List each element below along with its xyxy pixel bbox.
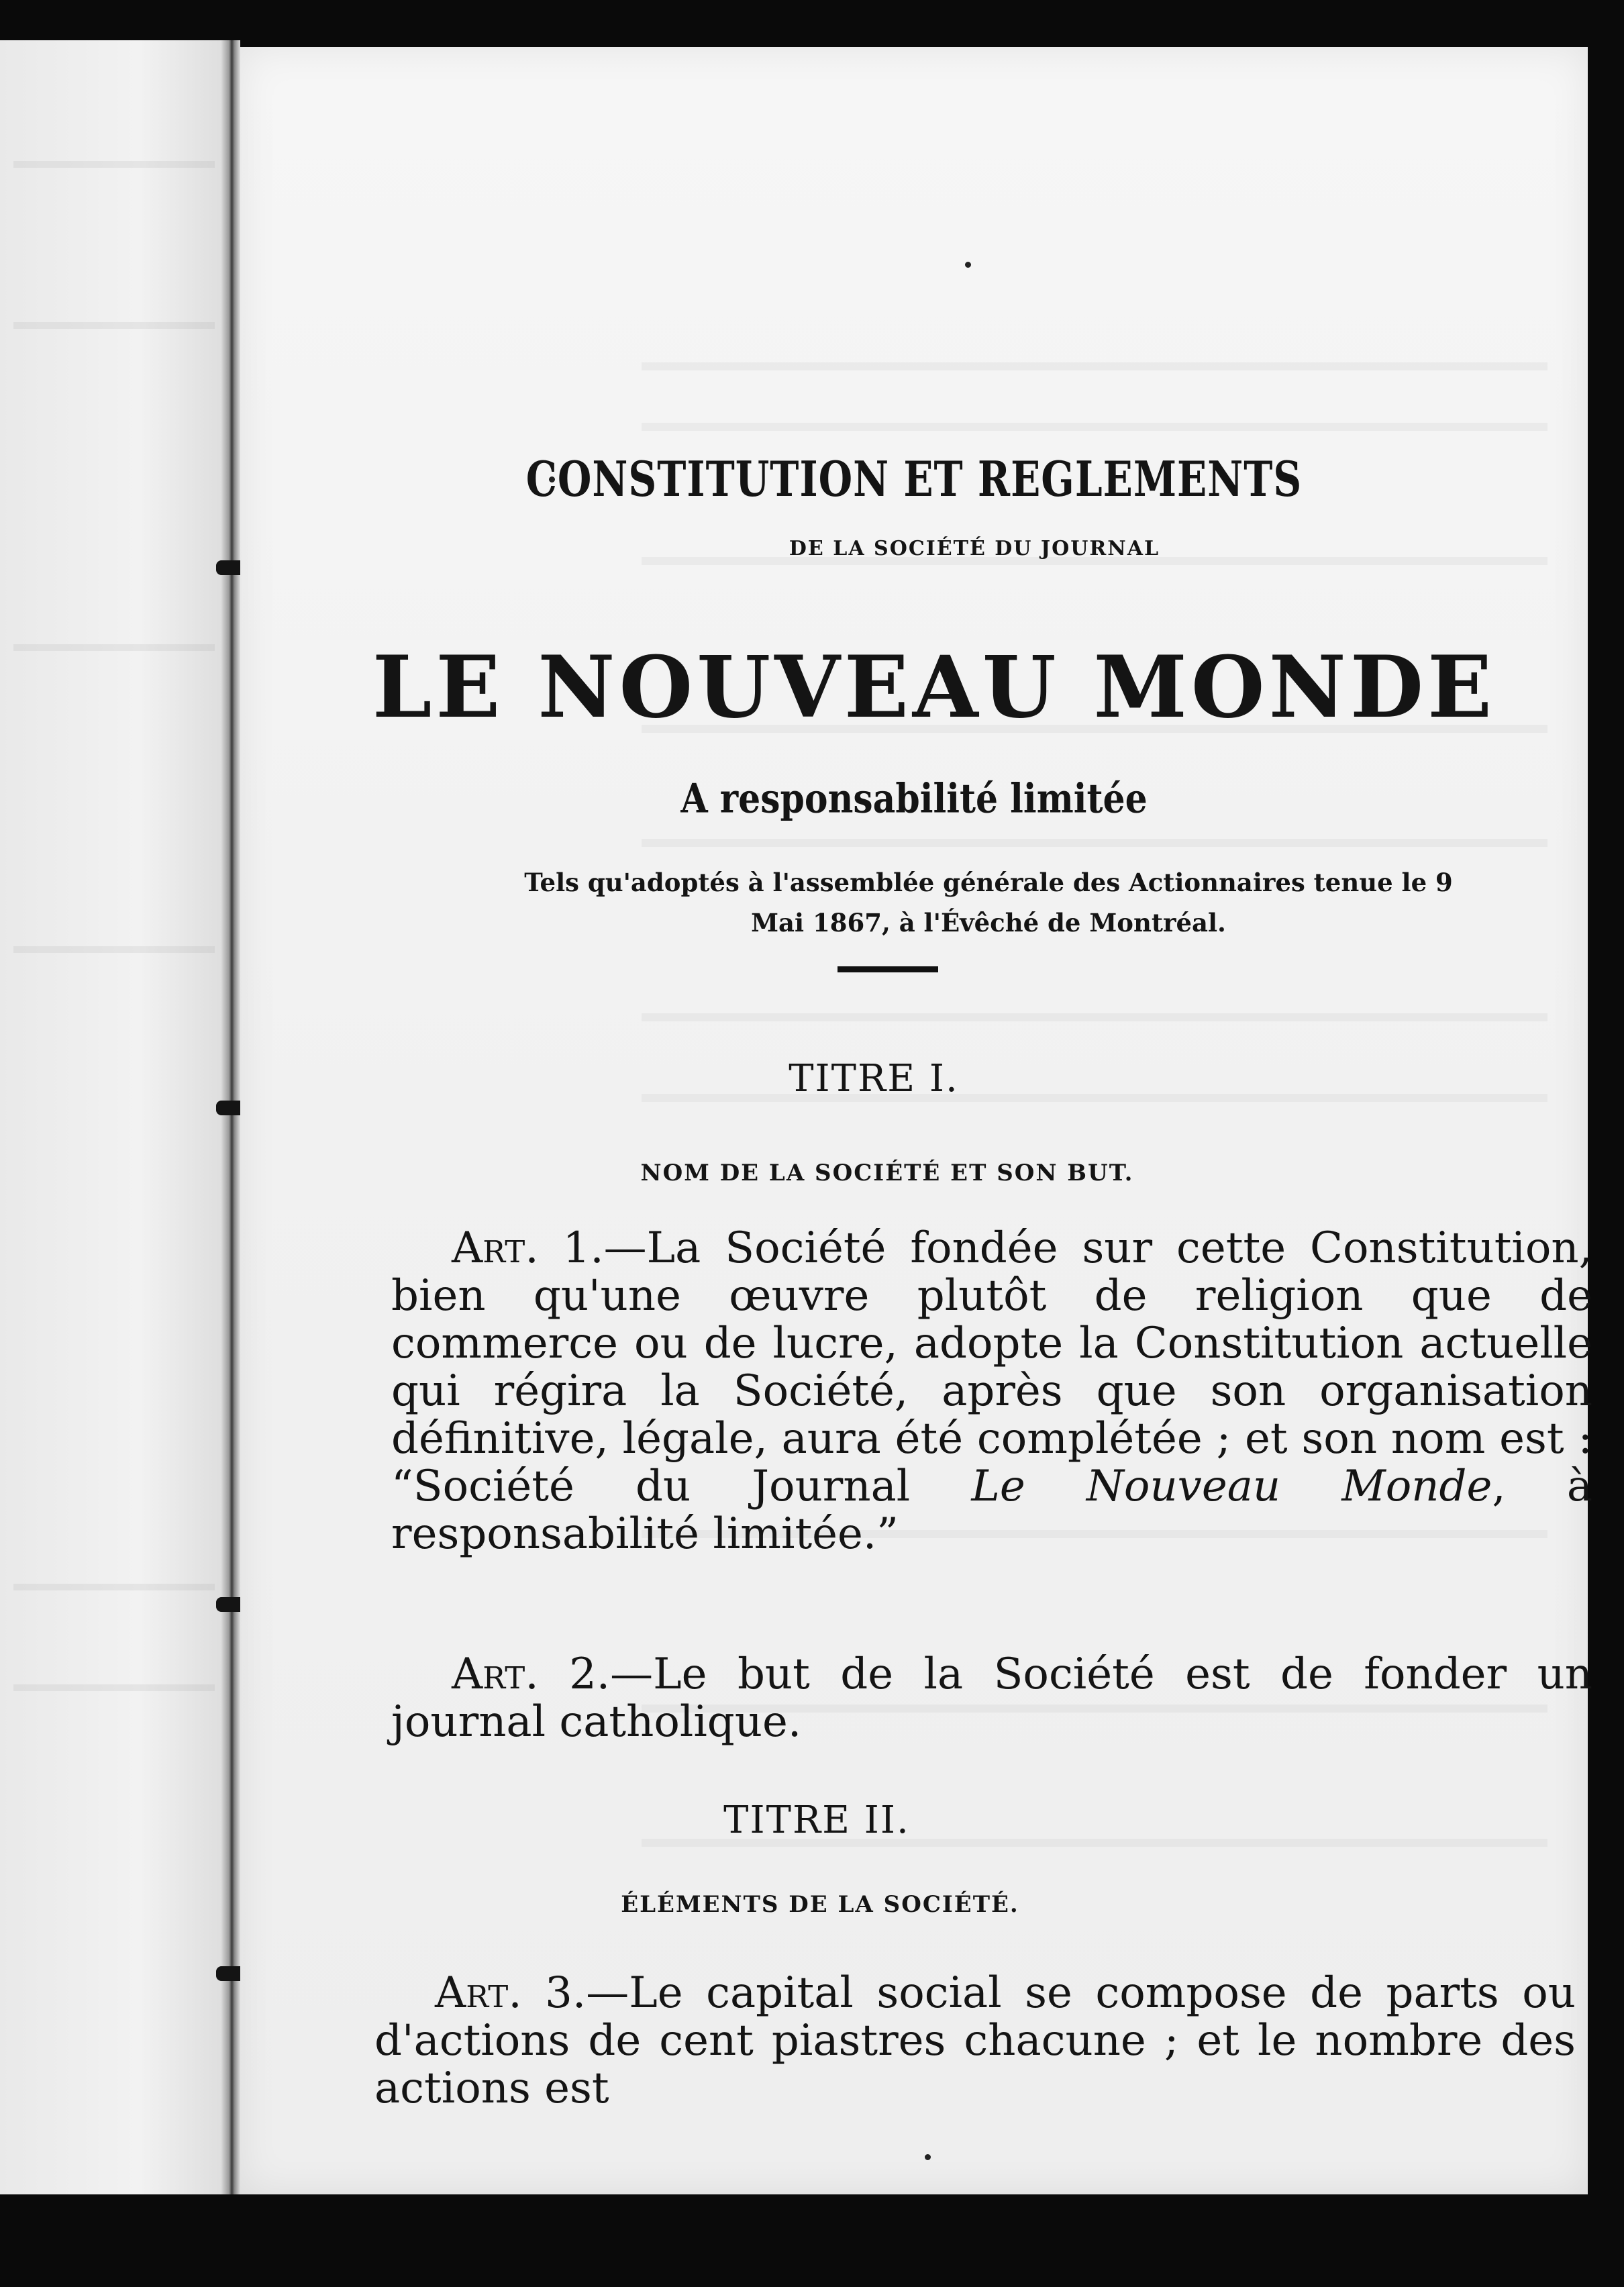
article-3-text: —Le capital social se compose de parts ou d'actions de cent piastres chacune ; et le nombre des actions est [374, 1968, 1576, 2113]
article-1-label: Art. 1. [452, 1223, 604, 1273]
adoption-note [462, 862, 1515, 943]
article-2 [391, 1651, 1592, 1746]
scan-speck [965, 262, 971, 268]
divider-rule [838, 966, 938, 972]
article-1-journal-name: Le Nouveau Monde [971, 1462, 1492, 1511]
titre-2-subheading: ÉLÉMENTS DE LA SOCIÉTÉ. [621, 1891, 1019, 1918]
liability-line: A responsabilité limitée [680, 775, 1148, 823]
document-page [240, 47, 1593, 2194]
article-2-label: Art. 2. [452, 1649, 611, 1699]
article-1-text-b: , à responsabilité limitée.” [391, 1462, 1592, 1559]
titre-1-heading: TITRE I. [789, 1057, 959, 1101]
article-3 [374, 1970, 1576, 2113]
previous-page-edge [0, 40, 232, 2194]
society-subheading: DE LA SOCIÉTÉ DU JOURNAL [789, 537, 1160, 560]
adoption-note-line1: Tels qu'adoptés à l'assemblée générale des Actionnaires tenue le 9 [524, 868, 1453, 897]
article-2-text: —Le but de la Société est de fonder un journal catholique. [391, 1649, 1593, 1747]
titre-2-heading: TITRE II. [723, 1798, 910, 1842]
titre-1-subheading: NOM DE LA SOCIÉTÉ ET SON BUT. [640, 1160, 1134, 1186]
article-1-text-a: —La Société fondée sur cette Constitution, bien qu'une œuvre plutôt de religion que de commerce ou de lucre, adopte la Constitution actuelle qui régira la Société, après que son organisation définitive, légale, aura été complétée ; et son nom est : “Société du Journal [391, 1223, 1592, 1511]
binding-thread [221, 40, 240, 2194]
article-3-label: Art. 3. [435, 1968, 587, 2018]
constitution-heading: CONSTITUTION ET REGLEMENTS [525, 450, 1303, 508]
article-1 [391, 1225, 1592, 1558]
adoption-note-line2: Mai 1867, à l'Évêché de Montréal. [751, 908, 1226, 937]
scan-speck [925, 2154, 931, 2160]
page-title: LE NOUVEAU MONDE [372, 638, 1496, 737]
